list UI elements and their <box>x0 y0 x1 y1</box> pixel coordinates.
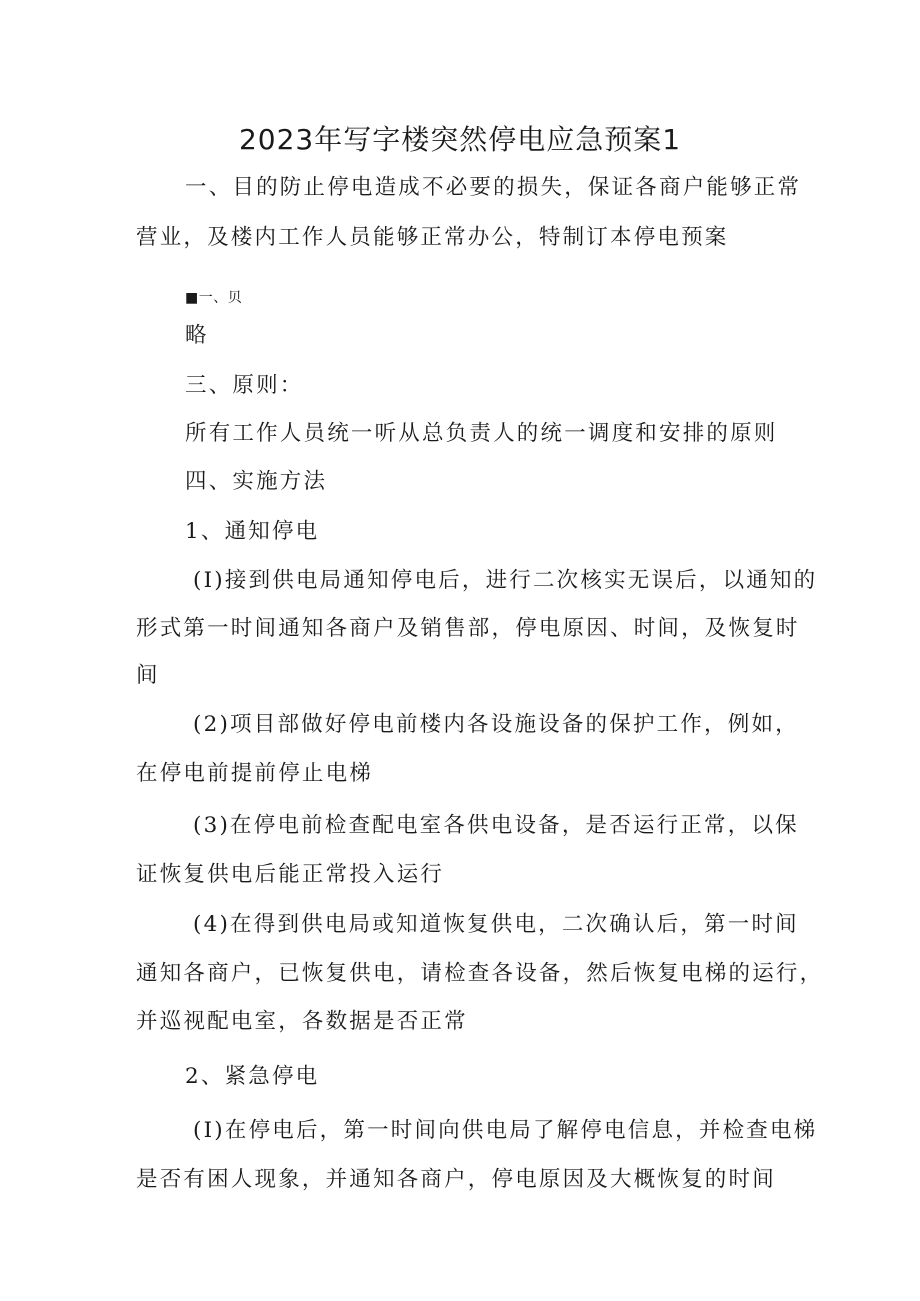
subheading-emergency-outage: 2、紧急停电 <box>185 1064 320 1089</box>
section-heading-principle: 三、原则： <box>185 373 304 398</box>
document-title: 2023年写字楼突然停电应急预案1 <box>238 123 682 156</box>
paragraph-purpose-line-2: 营业，及楼内工作人员能够正常办公，特制订本停电预案 <box>136 225 729 250</box>
item-4-line-2: 通知各商户，已恢复供电，请检查各设备，然后恢复电梯的运行， <box>136 961 824 986</box>
emergency-item-1-line-1: (I)在停电后，第一时间向供电局了解停电信息，并检查电梯 <box>193 1118 818 1143</box>
subheading-notice-outage: 1、通知停电 <box>185 519 320 544</box>
item-3-line-1: (3)在停电前检查配电室各供电设备，是否运行正常，以保 <box>193 813 799 838</box>
item-1-line-2: 形式第一时间通知各商户及销售部，停电原因、时间，及恢复时 <box>136 616 800 641</box>
item-4-line-3: 并巡视配电室，各数据是否正常 <box>136 1009 468 1034</box>
item-1-line-1: (I)接到供电局通知停电后，进行二次核实无误后，以通知的 <box>193 568 818 593</box>
item-2-line-1: (2)项目部做好停电前楼内各设施设备的保护工作，例如， <box>193 712 799 737</box>
section-heading-responsibility: ■一、贝 <box>185 290 243 306</box>
paragraph-omitted: 略 <box>185 323 209 348</box>
item-1-line-3: 间 <box>136 663 160 688</box>
emergency-item-1-line-2: 是否有困人现象，并通知各商户，停电原因及大概恢复的时间 <box>136 1167 776 1192</box>
paragraph-principle: 所有工作人员统一听从总负责人的统一调度和安排的原则 <box>185 421 778 446</box>
item-2-line-2: 在停电前提前停止电梯 <box>136 761 374 786</box>
item-4-line-1: (4)在得到供电局或知道恢复供电，二次确认后，第一时间 <box>193 912 799 937</box>
item-3-line-2: 证恢复供电后能正常投入运行 <box>136 862 445 887</box>
paragraph-purpose-line-1: 一、目的防止停电造成不必要的损失，保证各商户能够正常 <box>185 175 802 200</box>
section-heading-method: 四、实施方法 <box>185 469 328 494</box>
